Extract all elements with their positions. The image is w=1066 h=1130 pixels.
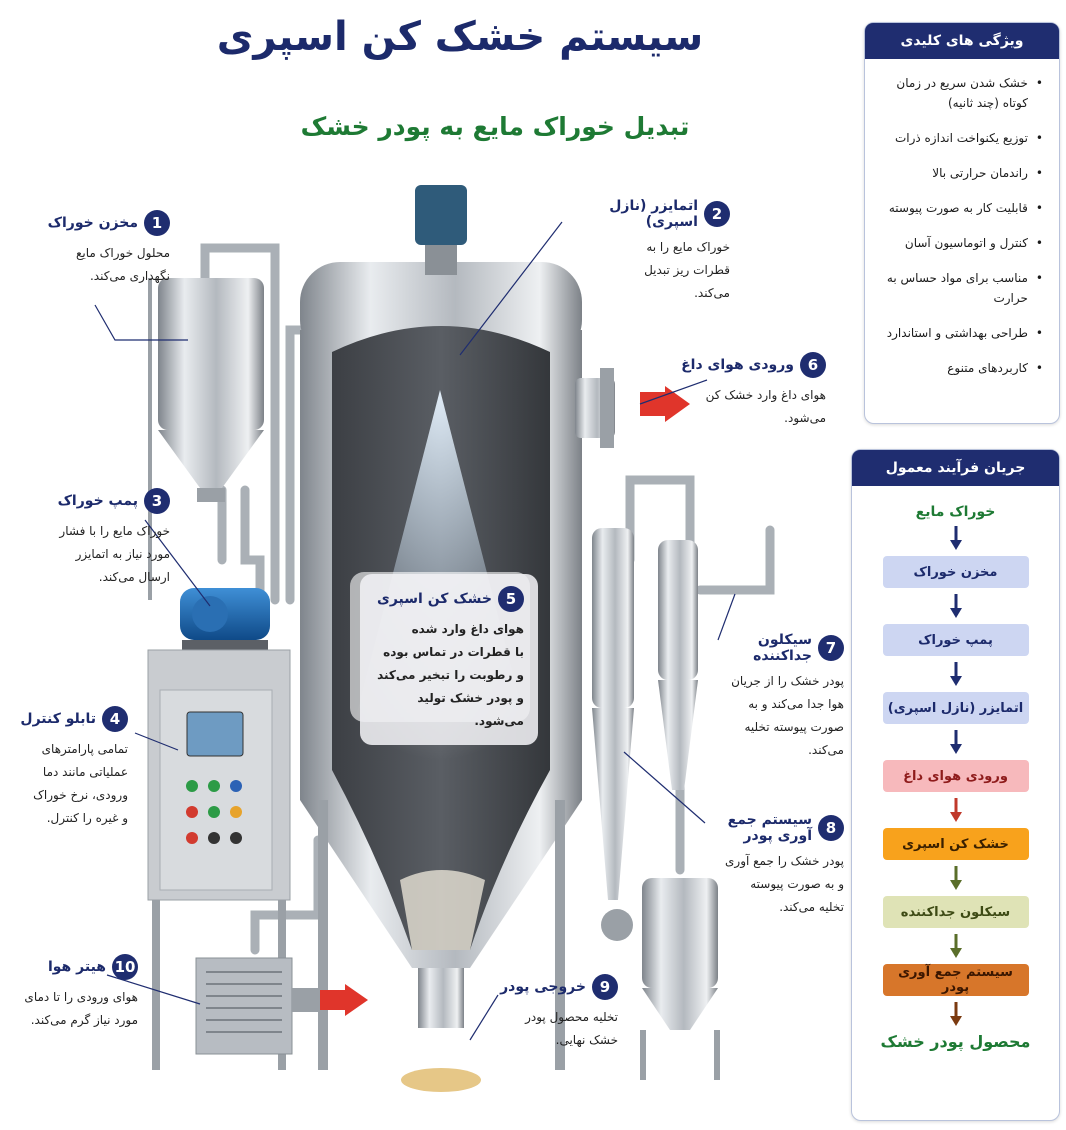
annotation-line: می‌شود. (474, 714, 524, 728)
annotation-line: خوراک مایع را با فشار (59, 524, 170, 538)
feature-item: • خشک شدن سریع در زمان کوتاه (چند ثانیه) (896, 76, 1043, 110)
badge-1: 1 (144, 210, 170, 236)
flow-arrow-icon (852, 724, 1059, 760)
feature-item: • مناسب برای مواد حساس به حرارت (886, 271, 1043, 305)
feature-item: • طراحی بهداشتی و استاندارد (886, 326, 1043, 340)
annotation-title: تابلو کنترل (20, 711, 96, 727)
flow-arrow-icon (852, 928, 1059, 964)
annotation-line: صورت پیوسته تخلیه (744, 720, 844, 734)
annotation-line: و غیره را کنترل. (46, 811, 128, 825)
annotation-title: ورودی هوای داغ (681, 357, 794, 373)
annotation-line: خوراک مایع را به (646, 240, 730, 254)
badge-10: 10 (112, 954, 138, 980)
badge-5: 5 (498, 586, 524, 612)
air-heater (196, 958, 368, 1054)
annotation-title: خروجی پودر (500, 979, 586, 995)
annotation-cyclone (708, 632, 844, 762)
badge-9: 9 (592, 974, 618, 1000)
annotation-line: مورد نیاز به اتمایزر (75, 547, 170, 561)
feature-item: • توزیع یکنواخت اندازه ذرات (894, 131, 1043, 145)
badge-2: 2 (704, 201, 730, 227)
annotation-spray-dryer (360, 574, 538, 745)
annotation-line: نگهداری می‌کند. (89, 269, 170, 283)
annotation-title: هیتر هوا (47, 959, 106, 975)
annotation-line: می‌کند. (694, 286, 730, 300)
annotation-atomizer (585, 198, 730, 305)
annotation-line: هوای ورودی را تا دمای (24, 990, 138, 1004)
annotation-line: هوا جدا می‌کند و به (748, 697, 844, 711)
annotation-air-heater (8, 954, 138, 1032)
badge-3: 3 (144, 488, 170, 514)
flow-step: سیستم جمع آوری پودر (883, 964, 1029, 996)
annotation-line: تمامی پارامترهای (41, 742, 128, 756)
flow-step: سیکلون جداکننده (883, 896, 1029, 928)
main-title: سیستم خشک کن اسپری (216, 14, 704, 60)
feature-item: • قابلیت کار به صورت پیوسته (888, 201, 1043, 215)
flow-step: اتمایزر (نازل اسپری) (883, 692, 1029, 724)
annotation-powder-collection (698, 812, 844, 919)
annotation-line: ارسال می‌کند. (98, 570, 170, 584)
feature-item: • راندمان حرارتی بالا (932, 166, 1043, 180)
annotation-line: هوای داغ وارد خشک کن (705, 388, 826, 402)
flow-arrow-icon (852, 996, 1059, 1032)
badge-6: 6 (800, 352, 826, 378)
annotation-line: تخلیه می‌کند. (779, 900, 844, 914)
flow-arrow-icon (852, 588, 1059, 624)
annotation-title: پمپ خوراک (57, 493, 138, 509)
flow-step: ورودی هوای داغ (883, 760, 1029, 792)
annotation-line: می‌کند. (808, 743, 844, 757)
feature-item: • کاربردهای متنوع (947, 361, 1043, 375)
process-flow-panel (851, 449, 1060, 1121)
annotation-line: عملیاتی مانند دما (42, 765, 128, 779)
annotation-line: ورودی، نرخ خوراک (33, 788, 128, 802)
badge-4: 4 (102, 706, 128, 732)
flow-title: جریان فرآیند معمول (852, 450, 1059, 486)
annotation-line: پودر خشک را جمع آوری (725, 854, 844, 868)
annotation-line: پودر خشک را از جریان (731, 674, 844, 688)
annotation-control-panel (8, 706, 128, 830)
annotation-line: با قطرات در تماس بوده (383, 645, 524, 659)
annotation-hot-air-inlet (676, 352, 826, 430)
annotation-title: اتمایزر (نازل اسپری) (609, 198, 698, 230)
annotation-line: و رطوبت را تبخیر می‌کند (377, 668, 524, 682)
flow-arrow-icon (852, 520, 1059, 556)
annotation-title: سیکلون جداکننده (753, 632, 812, 664)
annotation-line: تخلیه محصول پودر (525, 1010, 618, 1024)
flow-step: پمپ خوراک (883, 624, 1029, 656)
flow-arrow-icon (852, 860, 1059, 896)
annotation-title: مخزن خوراک (47, 215, 138, 231)
features-list (865, 59, 1059, 401)
flow-step: خشک کن اسپری (883, 828, 1029, 860)
annotation-powder-outlet (498, 974, 618, 1052)
badge-7: 7 (818, 635, 844, 661)
flow-start: خوراک مایع (915, 504, 996, 520)
badge-8: 8 (818, 815, 844, 841)
annotation-line: خشک نهایی. (555, 1033, 618, 1047)
annotation-line: مورد نیاز گرم می‌کند. (30, 1013, 138, 1027)
flow-end: محصول پودر خشک (880, 1032, 1031, 1051)
annotation-line: هوای داغ وارد شده (411, 622, 524, 636)
feed-pump (180, 588, 270, 650)
features-title: ویژگی های کلیدی (865, 23, 1059, 59)
annotation-feed-pump (10, 488, 170, 589)
flow-step: مخزن خوراک (883, 556, 1029, 588)
annotation-line: و به صورت پیوسته (750, 877, 844, 891)
feature-item: • کنترل و اتوماسیون آسان (904, 236, 1043, 250)
annotation-title: سیستم جمع آوری پودر (727, 812, 812, 844)
annotation-title: خشک کن اسپری (377, 591, 492, 607)
subtitle: تبدیل خوراک مایع به پودر خشک (300, 112, 690, 141)
annotation-feed-tank (40, 210, 170, 288)
flow-arrow-icon (852, 656, 1059, 692)
annotation-line: قطرات ریز تبدیل (644, 263, 730, 277)
flow-body (852, 486, 1059, 1051)
annotation-line: و پودر خشک تولید (417, 691, 524, 705)
flow-arrow-icon (852, 792, 1059, 828)
annotation-line: می‌شود. (784, 411, 826, 425)
annotation-line: محلول خوراک مایع (76, 246, 170, 260)
features-panel (864, 22, 1060, 424)
